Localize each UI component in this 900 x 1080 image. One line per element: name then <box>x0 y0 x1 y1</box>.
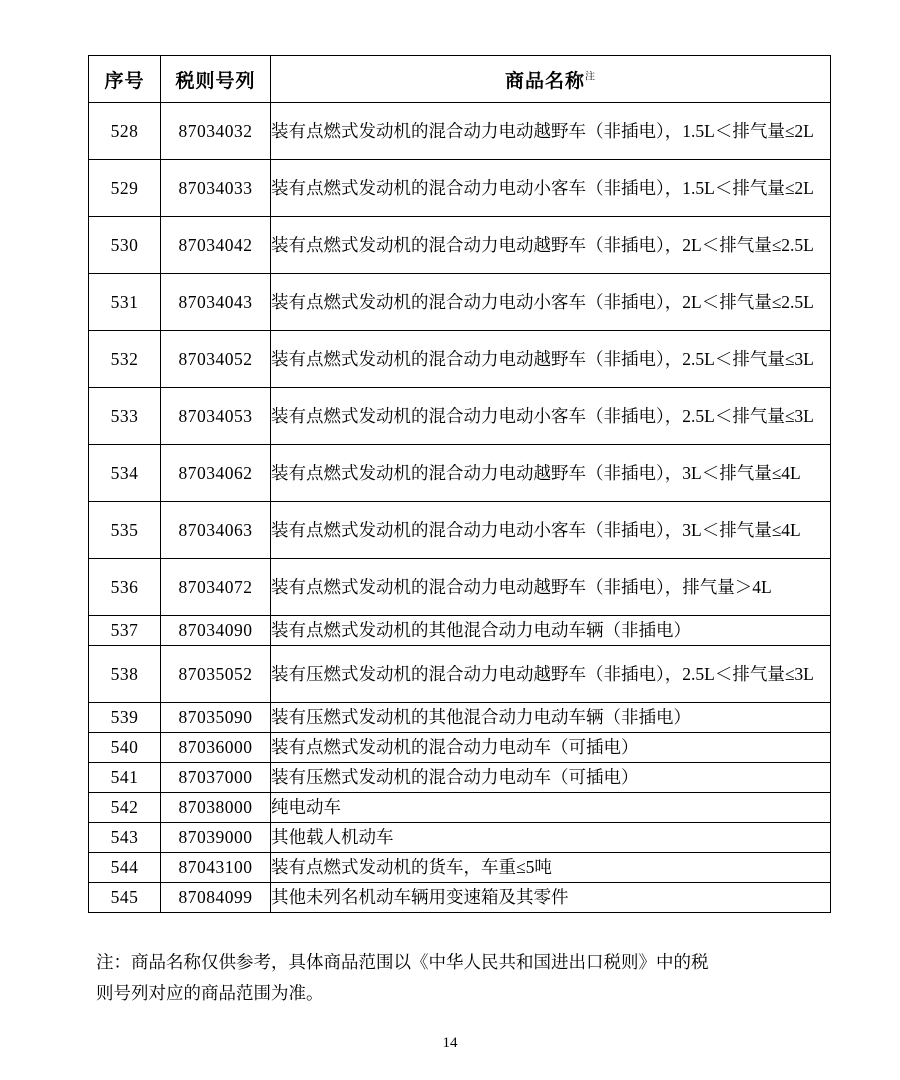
column-header-name <box>271 56 831 103</box>
cell-tariff-code: 87036000 <box>161 733 271 763</box>
table-row <box>89 763 831 793</box>
header-note-marker: 注 <box>585 71 596 83</box>
tariff-table <box>88 55 831 913</box>
column-header-code: 税则号列 <box>161 56 271 103</box>
cell-tariff-code: 87034063 <box>161 502 271 559</box>
table-row <box>89 853 831 883</box>
cell-product-name: 装有压燃式发动机的混合动力电动越野车（非插电），2.5L＜排气量≤3L <box>271 646 831 703</box>
table-row <box>89 616 831 646</box>
cell-product-name: 装有压燃式发动机的其他混合动力电动车辆（非插电） <box>271 703 831 733</box>
cell-seq: 543 <box>89 823 161 853</box>
table-row <box>89 388 831 445</box>
cell-product-name: 其他载人机动车 <box>271 823 831 853</box>
table-row <box>89 793 831 823</box>
cell-product-name: 装有压燃式发动机的混合动力电动车（可插电） <box>271 763 831 793</box>
cell-product-name: 装有点燃式发动机的其他混合动力电动车辆（非插电） <box>271 616 831 646</box>
footnote <box>88 947 826 1008</box>
cell-tariff-code: 87034052 <box>161 331 271 388</box>
table-header-row <box>89 56 831 103</box>
cell-seq: 529 <box>89 160 161 217</box>
cell-seq: 532 <box>89 331 161 388</box>
cell-tariff-code: 87034032 <box>161 103 271 160</box>
cell-seq: 544 <box>89 853 161 883</box>
column-header-name-text: 商品名称 <box>504 70 585 92</box>
cell-seq: 536 <box>89 559 161 616</box>
cell-product-name: 装有点燃式发动机的混合动力电动小客车（非插电），2L＜排气量≤2.5L <box>271 274 831 331</box>
cell-product-name: 装有点燃式发动机的混合动力电动越野车（非插电），排气量＞4L <box>271 559 831 616</box>
table-row <box>89 883 831 913</box>
page-number: 14 <box>442 1035 458 1051</box>
footnote-line-2: 则号列对应的商品范围为准。 <box>96 982 324 1003</box>
table-row <box>89 103 831 160</box>
footnote-line-1: 注：商品名称仅供参考，具体商品范围以《中华人民共和国进出口税则》中的税 <box>96 952 709 972</box>
cell-tariff-code: 87038000 <box>161 793 271 823</box>
cell-tariff-code: 87037000 <box>161 763 271 793</box>
cell-seq: 537 <box>89 616 161 646</box>
cell-seq: 540 <box>89 733 161 763</box>
cell-product-name: 装有点燃式发动机的混合动力电动小客车（非插电），2.5L＜排气量≤3L <box>271 388 831 445</box>
cell-tariff-code: 87034033 <box>161 160 271 217</box>
column-header-seq: 序号 <box>89 56 161 103</box>
cell-seq: 542 <box>89 793 161 823</box>
table-header <box>89 56 831 103</box>
cell-tariff-code: 87034042 <box>161 217 271 274</box>
cell-seq: 534 <box>89 445 161 502</box>
cell-seq: 533 <box>89 388 161 445</box>
cell-product-name: 装有点燃式发动机的混合动力电动越野车（非插电），3L＜排气量≤4L <box>271 445 831 502</box>
cell-tariff-code: 87084099 <box>161 883 271 913</box>
cell-seq: 539 <box>89 703 161 733</box>
cell-product-name: 其他未列名机动车辆用变速箱及其零件 <box>271 883 831 913</box>
cell-seq: 538 <box>89 646 161 703</box>
cell-tariff-code: 87039000 <box>161 823 271 853</box>
cell-tariff-code: 87043100 <box>161 853 271 883</box>
cell-product-name: 装有点燃式发动机的混合动力电动小客车（非插电），1.5L＜排气量≤2L <box>271 160 831 217</box>
cell-seq: 531 <box>89 274 161 331</box>
cell-product-name: 装有点燃式发动机的混合动力电动越野车（非插电），2L＜排气量≤2.5L <box>271 217 831 274</box>
cell-product-name: 装有点燃式发动机的混合动力电动越野车（非插电），1.5L＜排气量≤2L <box>271 103 831 160</box>
table-row <box>89 445 831 502</box>
table-body <box>89 103 831 913</box>
cell-product-name: 装有点燃式发动机的混合动力电动小客车（非插电），3L＜排气量≤4L <box>271 502 831 559</box>
table-row <box>89 646 831 703</box>
table-row <box>89 217 831 274</box>
table-row <box>89 559 831 616</box>
cell-tariff-code: 87034072 <box>161 559 271 616</box>
table-row <box>89 502 831 559</box>
cell-tariff-code: 87034062 <box>161 445 271 502</box>
cell-tariff-code: 87034053 <box>161 388 271 445</box>
cell-seq: 541 <box>89 763 161 793</box>
cell-tariff-code: 87034090 <box>161 616 271 646</box>
cell-seq: 528 <box>89 103 161 160</box>
cell-product-name: 装有点燃式发动机的货车，车重≤5吨 <box>271 853 831 883</box>
cell-tariff-code: 87035090 <box>161 703 271 733</box>
cell-tariff-code: 87034043 <box>161 274 271 331</box>
table-row <box>89 733 831 763</box>
cell-product-name: 装有点燃式发动机的混合动力电动车（可插电） <box>271 733 831 763</box>
cell-seq: 545 <box>89 883 161 913</box>
cell-tariff-code: 87035052 <box>161 646 271 703</box>
table-row <box>89 823 831 853</box>
cell-seq: 535 <box>89 502 161 559</box>
table-row <box>89 703 831 733</box>
cell-product-name: 装有点燃式发动机的混合动力电动越野车（非插电），2.5L＜排气量≤3L <box>271 331 831 388</box>
table-row <box>89 274 831 331</box>
cell-product-name: 纯电动车 <box>271 793 831 823</box>
table-row <box>89 331 831 388</box>
cell-seq: 530 <box>89 217 161 274</box>
table-row <box>89 160 831 217</box>
